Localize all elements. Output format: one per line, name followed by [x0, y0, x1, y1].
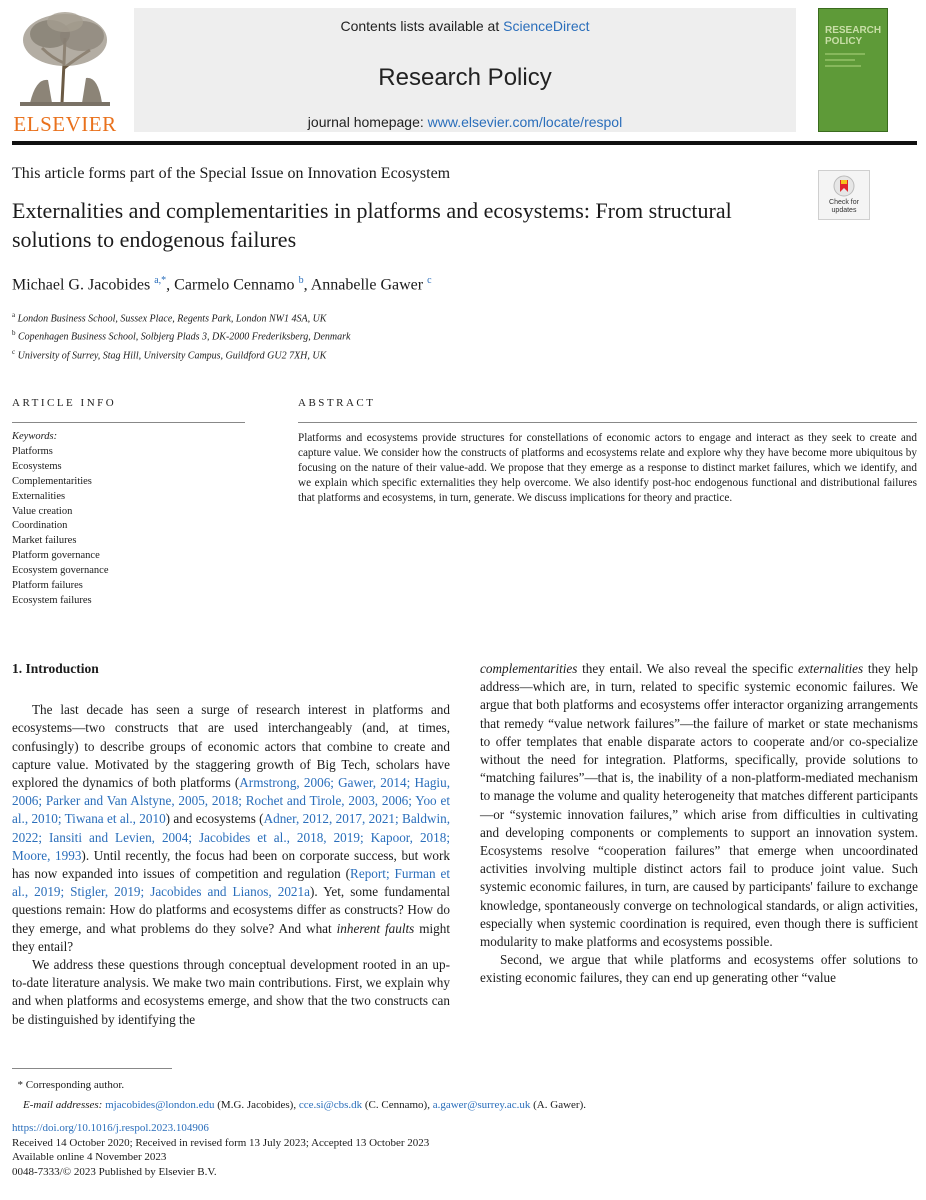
paragraph-text: they help address—which are, in turn, related to specific systemic economic failures. We argue that both platforms and ecosystems offer interactor organizing arrangements that remedy “value network failures”—the failure of market or state mechanisms to offer templates that enable disparate actors to cooperate and/or co-specialize without the need for integration. Platforms, specifically, provide solutions to “matching failures”—that is, the inability of a non-platform-mediated mechanism to manage the volume and quality heterogeneity that matches different participants—or “systemic innovation failures,” which arise from difficulties in cultivating and developing components or complements to support an innovation system. Ecosystems resolve “cooperation failures” that emerge when uncoordinated activities involving multiple distinct actors fail to produce joint value. Such systemic economic failures, in turn, are caused by participants' failure to exchange knowledge, spontaneously converge on technological standards, or align activities, especially when systemic coordination is required, even though there is sufficient modularity to make platforms and ecosystems possible. — [480, 661, 918, 950]
author-affiliation-mark[interactable]: a,* — [154, 275, 167, 286]
contents-prefix: Contents lists available at — [340, 18, 504, 34]
email-link[interactable]: cce.si@cbs.dk — [298, 1099, 363, 1111]
elsevier-logo — [12, 8, 118, 134]
cover-title: RESEARCH POLICY — [825, 25, 882, 47]
corresponding-label: Corresponding author. — [25, 1079, 125, 1091]
paragraph-text: ). Yet, some fundamental questions remain: How do platforms and ecosystems differ as constructs? How do they emerge, and what problems do they solve? And what — [12, 884, 450, 936]
keyword: Market failures — [12, 535, 77, 547]
article-title: Externalities and complementarities in platforms and ecosystems: From structural solutions to endogenous failures — [12, 198, 732, 252]
affiliation-text: University of Surrey, Stag Hill, University Campus, Guildford GU2 7XH, UK — [17, 349, 327, 361]
author-list: Michael G. Jacobides $^{a,*}$, Carmelo Cennamo $^b$, Annabelle Gawer $^c$ — [12, 275, 432, 294]
footnote — [12, 1075, 586, 1115]
affiliation-line — [12, 308, 350, 326]
homepage-line — [134, 114, 796, 130]
email-link[interactable]: a.gawer@surrey.ac.uk — [432, 1099, 531, 1111]
journal-homepage-link[interactable]: www.elsevier.com/locate/respol — [427, 114, 623, 130]
author-name[interactable]: Annabelle Gawer — [310, 276, 424, 294]
cover-stripe — [825, 59, 855, 61]
email-addresses — [12, 1095, 586, 1115]
special-issue-note: This article forms part of the Special Issue on Innovation Ecosystem — [12, 165, 451, 182]
keyword: Ecosystem failures — [12, 594, 92, 606]
keyword: Ecosystem governance — [12, 565, 109, 577]
paragraph-text: might they entail? — [12, 920, 450, 954]
abstract-heading: ABSTRACT — [298, 397, 376, 409]
body-paragraph: Second, we argue that while platforms and ecosystems offer solutions to existing economic failures, they can end up generating other “value — [480, 952, 918, 986]
keyword: Value creation — [12, 505, 73, 517]
keyword: Complementarities — [12, 475, 92, 487]
body-column-left — [12, 660, 450, 1029]
author-name[interactable]: Michael G. Jacobides — [12, 276, 151, 294]
affiliation-mark: c — [12, 347, 16, 356]
keyword: Platform failures — [12, 580, 83, 592]
footnote-divider — [12, 1068, 172, 1069]
body-column-right — [480, 660, 918, 988]
citation-links[interactable]: Report; Furman et al., 2019; Stigler, 2019; Jacobides and Lianos, 2021a — [12, 866, 450, 900]
body-paragraph — [12, 701, 450, 956]
homepage-prefix: journal homepage: — [307, 114, 428, 130]
email-owner: (M.G. Jacobides), — [214, 1099, 299, 1111]
header-divider — [12, 141, 917, 145]
section-heading: 1. Introduction — [12, 661, 99, 676]
author-affiliation-mark[interactable]: b — [298, 275, 304, 286]
doi-link[interactable]: https://doi.org/10.1016/j.respol.2023.104906 — [12, 1122, 209, 1134]
journal-title: Research Policy — [378, 64, 552, 91]
sciencedirect-link[interactable]: ScienceDirect — [503, 18, 590, 34]
keywords-list — [12, 430, 109, 609]
email-owner: (C. Cennamo), — [362, 1099, 433, 1111]
affiliation-line — [12, 345, 350, 363]
bookmark-icon — [833, 175, 855, 197]
affiliations — [12, 308, 350, 363]
available-online: Available online 4 November 2023 — [12, 1151, 167, 1163]
paragraph-text: ) and ecosystems ( — [165, 811, 264, 827]
check-for-updates-button[interactable] — [818, 170, 870, 220]
affiliation-mark: a — [12, 311, 16, 319]
paragraph-text: ). Until recently, the focus had been on corporate success, but work has now expanded into issues of competition and regulation ( — [12, 847, 450, 882]
article-info-divider — [12, 422, 245, 423]
copyright: 0048-7333/© 2023 Published by Elsevier B.V. — [12, 1165, 217, 1178]
keyword: Platform governance — [12, 550, 100, 562]
paragraph-text: they entail. We also reveal the specific — [577, 661, 798, 676]
keyword: Coordination — [12, 520, 68, 532]
emphasis-text: externalities — [797, 661, 864, 676]
emphasis-text: inherent faults — [336, 920, 415, 936]
paragraph-text: The last decade has seen a surge of research interest in platforms and ecosystems—two constructs that are used interchangeably (and, at times, confusingly) to describe groups of economic actors that combine to create and capture value. Motivated by the staggering growth of Big Tech, scholars have explored the dynamics of both platforms ( — [12, 702, 450, 791]
elsevier-tree-icon — [12, 8, 118, 108]
journal-cover-image[interactable] — [818, 8, 888, 132]
body-paragraph — [480, 660, 918, 951]
affiliation-text: London Business School, Sussex Place, Regents Park, London NW1 4SA, UK — [17, 313, 327, 325]
email-label: E-mail addresses: — [23, 1099, 103, 1111]
publication-metadata — [12, 1121, 429, 1179]
citation-links[interactable]: Armstrong, 2006; Gawer, 2014; Hagiu, 2006; Parker and Van Alstyne, 2005, 2018; Rochet and Tirole, 2003, 2006; Yoo et al., 2010; Tiwana et al., 2010 — [12, 775, 450, 827]
emphasis-text: complementarities — [480, 661, 578, 676]
cover-stripe — [825, 53, 865, 55]
abstract-divider — [298, 422, 917, 423]
author-affiliation-mark[interactable]: c — [427, 275, 432, 286]
contents-line — [134, 18, 796, 34]
affiliation-mark: b — [12, 329, 16, 338]
check-for-updates-label: Check for updates — [829, 199, 859, 214]
abstract-text: Platforms and ecosystems provide structures for constellations of economic actors to engage and interact as they seek to create and capture value. We consider how the constructs of platforms and ecosystems relate and explore why they have become more ubiquitous by focusing on the nature of their value-add. We propose that they emerge as a response to distinct market failures, which we identify, and we explain which specific externalities they help overcome. We also identify post-hoc endogenous functional and distributional failures that platforms and ecosystems, in turn, generate. We discuss implications for theory and practice. — [298, 432, 917, 504]
keyword: Externalities — [12, 490, 66, 502]
cover-stripe — [825, 65, 861, 67]
journal-header — [134, 8, 796, 132]
author-name[interactable]: Carmelo Cennamo — [174, 276, 295, 294]
citation-links[interactable]: Adner, 2012, 2017, 2021; Baldwin, 2022; Iansiti and Levien, 2004; Jacobides et al., 2018, 2019; Kapoor, 2018; Moore, 1993 — [12, 811, 451, 863]
email-owner: (A. Gawer). — [530, 1099, 586, 1111]
corresponding-author-note: * Corresponding author. — [12, 1079, 125, 1091]
email-link[interactable]: mjacobides@london.edu — [105, 1099, 215, 1111]
affiliation-line — [12, 326, 350, 344]
body-paragraph: We address these questions through conceptual development rooted in an up-to-date literature analysis. We make two main contributions. First, we explain why and when platforms and ecosystems emerge, and show that the two constructs can be distinguished by identifying the — [12, 957, 450, 1027]
affiliation-text: Copenhagen Business School, Solbjerg Plads 3, DK-2000 Frederiksberg, Denmark — [18, 331, 351, 343]
article-info-heading: ARTICLE INFO — [12, 397, 117, 409]
keyword: Platforms — [12, 445, 53, 457]
elsevier-wordmark: ELSEVIER — [13, 112, 117, 136]
keyword: Ecosystems — [12, 460, 62, 472]
received-dates: Received 14 October 2020; Received in revised form 13 July 2023; Accepted 13 October 2023 — [12, 1136, 430, 1149]
keywords-label: Keywords: — [12, 431, 58, 442]
